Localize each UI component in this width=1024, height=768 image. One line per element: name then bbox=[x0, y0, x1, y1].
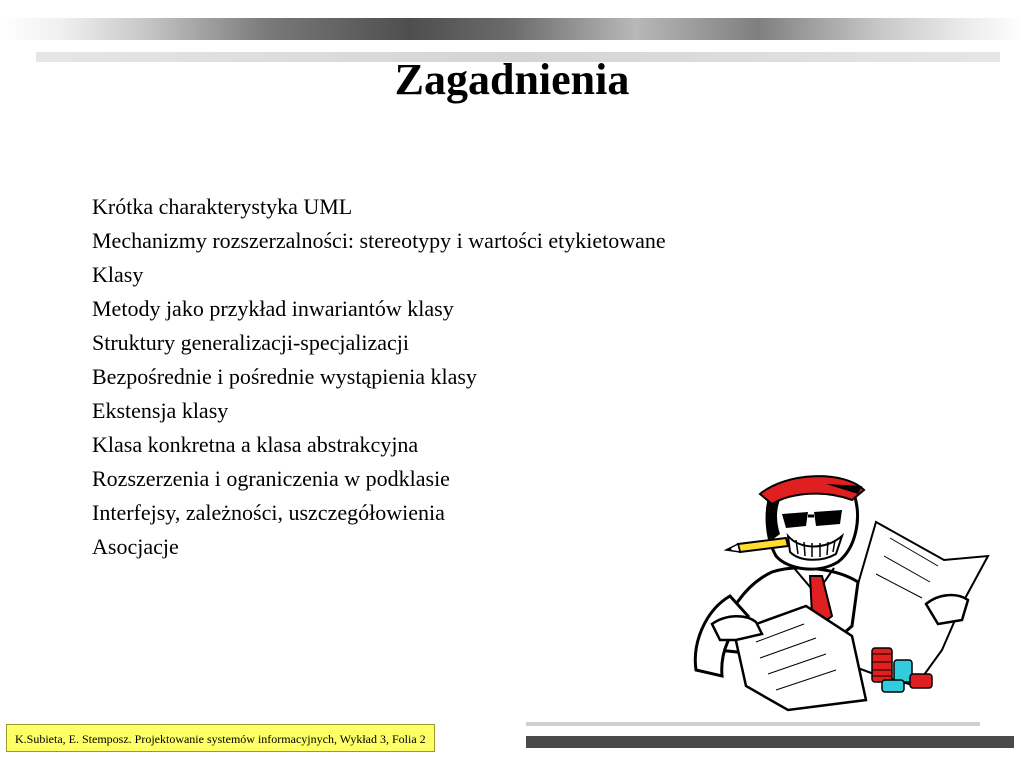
topic-item: Rozszerzenia i ograniczenia w podklasie bbox=[92, 466, 450, 491]
topic-item: Mechanizmy rozszerzalności: stereotypy i wartości etykietowane bbox=[92, 228, 666, 253]
topic-item: Metody jako przykład inwariantów klasy bbox=[92, 296, 454, 321]
topic-item: Ekstensja klasy bbox=[92, 398, 229, 423]
topic-item: Struktury generalizacji-specjalizacji bbox=[92, 330, 410, 355]
bottom-divider-line bbox=[526, 722, 980, 726]
topic-item: Asocjacje bbox=[92, 534, 179, 559]
topic-list bbox=[92, 190, 666, 564]
slide-footer: K.Subieta, E. Stemposz. Projektowanie systemów informacyjnych, Wykład 3, Folia 2 bbox=[6, 724, 435, 752]
topic-item: Klasy bbox=[92, 262, 144, 287]
topic-item: Bezpośrednie i pośrednie wystąpienia klasy bbox=[92, 364, 477, 389]
top-gradient-bar bbox=[0, 18, 1024, 40]
slide-title: Zagadnienia bbox=[394, 55, 630, 104]
topic-item: Krótka charakterystyka UML bbox=[92, 194, 353, 219]
topic-item: Klasa konkretna a klasa abstrakcyjna bbox=[92, 432, 419, 457]
topic-item: Interfejsy, zależności, uszczegółowienia bbox=[92, 500, 445, 525]
man-with-papers-and-pencil-clipart bbox=[676, 464, 1006, 714]
bottom-dark-bar bbox=[526, 736, 1014, 748]
